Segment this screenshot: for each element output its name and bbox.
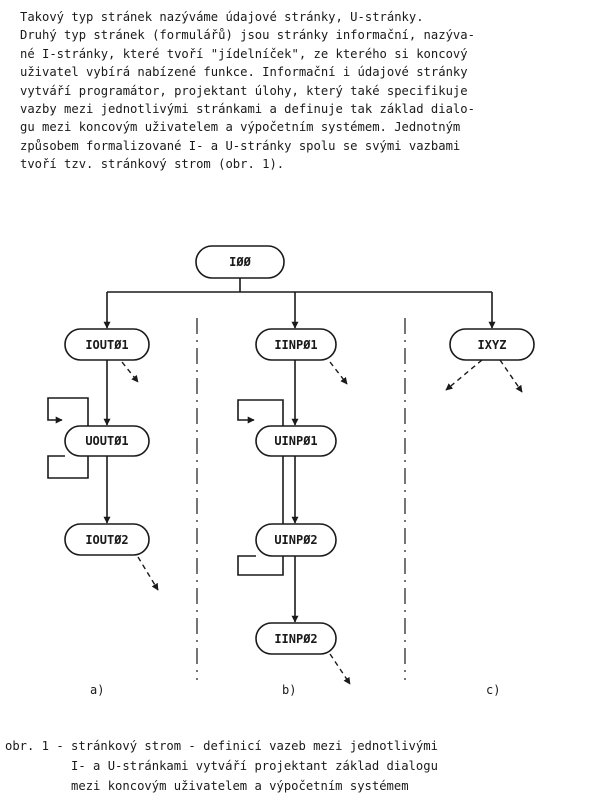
edge-ixyz-right-out	[500, 360, 522, 392]
paragraph-line: Takový typ stránek nazýváme údajové stránky, U-stránky.	[20, 10, 424, 24]
paragraph-line: gu mezi koncovým uživatelem a výpočetním systémem. Jednotným	[20, 120, 461, 135]
paragraph-line: vytváří programátor, projektant úlohy, který také specifikuje	[20, 83, 468, 98]
edge-iinp2-out	[330, 654, 350, 684]
node-iinp1	[256, 329, 336, 360]
node-ixyz	[450, 329, 534, 360]
node-ioutp2-label: IOUTØ2	[85, 533, 129, 547]
node-uinp1	[256, 426, 336, 456]
node-ioutp1	[65, 329, 149, 360]
caption-line: mezi koncovým uživatelem a výpočetním systémem	[5, 779, 409, 793]
panel-label-b: b)	[282, 683, 297, 697]
node-uoutp1	[65, 426, 149, 456]
node-iinp2-label: IINPØ2	[274, 632, 318, 646]
paragraph-line: né I-stránky, které tvoří "jídelníček", ze kterého si koncový	[20, 46, 468, 61]
paragraph-line: uživatel vybírá nabízené funkce. Informační i údajové stránky	[20, 65, 468, 80]
node-ioutp1-label: IOUTØ1	[85, 338, 129, 352]
paragraph-line: způsobem formalizované I- a U-stránky spolu se svými vazbami	[20, 138, 461, 153]
node-ixyz-label: IXYZ	[477, 338, 507, 352]
caption-line: I- a U-stránkami vytváří projektant základ dialogu	[5, 759, 438, 773]
panel-label-a: a)	[90, 683, 105, 697]
edge-ixyz-left-out	[446, 360, 482, 390]
paragraph-line: Druhý typ stránek (formulářů) jsou stránky informační, nazýva-	[20, 28, 475, 43]
edge-iinp1-out	[330, 362, 347, 384]
node-root-label: IØØ	[229, 255, 251, 269]
caption-line: obr. 1 - stránkový strom - definicí vazeb mezi jednotlivými	[5, 739, 438, 753]
paragraph-line: vazby mezi jednotlivými stránkami a definuje tak základ dialo-	[20, 102, 475, 117]
paragraph-line: tvoří tzv. stránkový strom (obr. 1).	[20, 157, 285, 172]
node-iinp2	[256, 623, 336, 654]
node-uinp1-label: UINPØ1	[274, 434, 318, 448]
panel-label-c: c)	[486, 683, 501, 697]
node-iinp1-label: IINPØ1	[274, 338, 318, 352]
node-uoutp1-label: UOUTØ1	[85, 434, 129, 448]
figure-caption	[5, 736, 438, 796]
node-root	[196, 246, 284, 278]
edge-ioutp1-out	[122, 362, 138, 382]
node-uinp2	[256, 524, 336, 556]
edge-ioutp2-out	[138, 557, 158, 590]
node-ioutp2	[65, 524, 149, 555]
node-uinp2-label: UINPØ2	[274, 533, 318, 547]
